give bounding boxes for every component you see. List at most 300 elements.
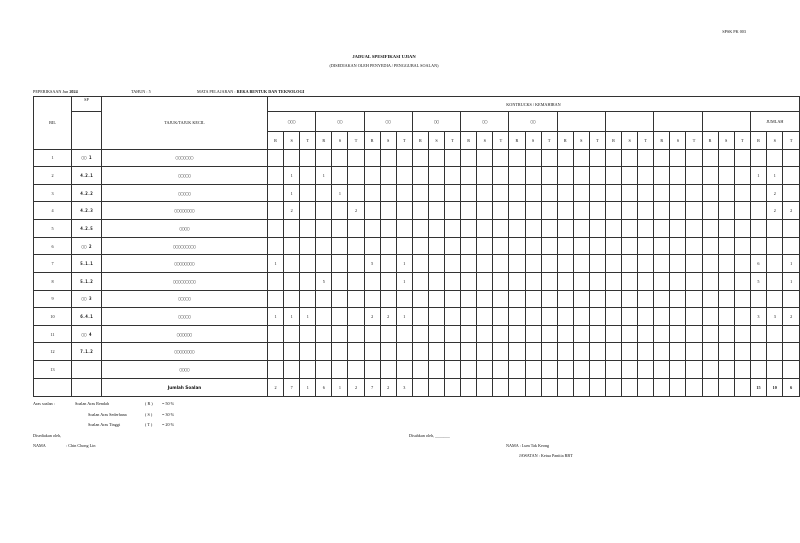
table-row — [34, 325, 800, 343]
row-cell — [702, 343, 718, 361]
row-cell — [428, 290, 444, 308]
row-cell — [332, 202, 348, 220]
aras-pct: = 30 % — [162, 411, 175, 417]
row-cell — [412, 272, 428, 290]
spec-table — [33, 96, 800, 397]
row-cell — [284, 272, 300, 290]
total-label: Jumlah Soalan — [102, 378, 268, 396]
row-cell — [268, 220, 284, 238]
row-cell — [509, 290, 525, 308]
row-cell — [332, 167, 348, 185]
row-cell — [348, 360, 364, 378]
row-cell — [316, 360, 332, 378]
row-cell: 1 — [284, 167, 300, 185]
sub-level-header: T — [396, 132, 412, 149]
row-jumlah — [767, 272, 783, 290]
sub-level-header: R — [654, 132, 670, 149]
row-cell — [670, 202, 686, 220]
table-row — [34, 308, 800, 326]
construct-header — [605, 112, 653, 132]
row-cell — [686, 308, 702, 326]
row-cell — [461, 343, 477, 361]
row-cell — [461, 308, 477, 326]
row-cell — [380, 343, 396, 361]
row-cell — [268, 272, 284, 290]
row-cell — [718, 167, 734, 185]
row-cell — [284, 290, 300, 308]
row-cell — [686, 360, 702, 378]
row-cell — [461, 237, 477, 255]
sub-level-header: T — [783, 132, 800, 149]
row-cell — [332, 255, 348, 273]
row-sp: 4.2.5 — [72, 220, 102, 238]
row-cell — [670, 255, 686, 273]
table-row — [34, 343, 800, 361]
row-cell — [589, 167, 605, 185]
row-cell — [525, 343, 541, 361]
page-subtitle: (DISEDIAKAN OLEH PENYEDIA / PENGGUBAL SOALAN) — [329, 63, 439, 68]
row-cell — [702, 167, 718, 185]
total-cell — [461, 378, 477, 396]
row-cell — [428, 272, 444, 290]
row-cell — [445, 149, 461, 167]
row-cell — [445, 184, 461, 202]
row-cell: 1 — [284, 184, 300, 202]
row-cell — [300, 220, 316, 238]
row-cell — [493, 202, 509, 220]
row-cell — [332, 237, 348, 255]
row-cell — [445, 343, 461, 361]
row-jumlah — [783, 184, 800, 202]
row-cell — [638, 167, 654, 185]
total-jumlah: 10 — [767, 378, 783, 396]
subject-value: REKA BENTUK DAN TEKNOLOGI — [236, 89, 305, 94]
row-cell — [332, 343, 348, 361]
row-cell — [348, 325, 364, 343]
row-cell — [445, 237, 461, 255]
row-tajuk: ▢▢▢▢▢ — [102, 167, 268, 185]
row-cell — [461, 325, 477, 343]
row-cell — [734, 220, 750, 238]
row-jumlah — [783, 325, 800, 343]
row-cell — [638, 325, 654, 343]
row-cell — [638, 343, 654, 361]
row-cell — [284, 360, 300, 378]
aras-pct: = 20 % — [162, 422, 175, 427]
row-cell — [396, 167, 412, 185]
row-cell — [445, 202, 461, 220]
peperiksaan-label: PEPERIKSAAN — [33, 89, 62, 94]
row-sp: ▢▢ 2 — [72, 237, 102, 255]
aras-name: Soalan Aras Rendah — [75, 401, 109, 406]
row-cell — [428, 184, 444, 202]
row-cell — [364, 360, 380, 378]
row-cell — [461, 220, 477, 238]
row-jumlah: 2 — [783, 202, 800, 220]
row-cell — [734, 237, 750, 255]
row-tajuk: ▢▢▢▢▢▢▢▢ — [102, 343, 268, 361]
row-cell — [589, 184, 605, 202]
sub-level-header: T — [734, 132, 750, 149]
row-jumlah — [750, 237, 766, 255]
sub-level-header: T — [686, 132, 702, 149]
row-cell — [332, 220, 348, 238]
row-cell: 1 — [396, 308, 412, 326]
row-cell — [589, 272, 605, 290]
total-cell — [428, 378, 444, 396]
row-cell — [509, 308, 525, 326]
row-cell — [412, 202, 428, 220]
row-cell — [589, 202, 605, 220]
row-cell — [589, 325, 605, 343]
row-cell — [702, 255, 718, 273]
row-cell — [734, 272, 750, 290]
sub-level-header: R — [750, 132, 766, 149]
row-cell — [638, 149, 654, 167]
row-cell: 2 — [284, 202, 300, 220]
row-cell — [284, 220, 300, 238]
row-cell — [702, 220, 718, 238]
row-cell — [622, 220, 638, 238]
prepared-by-label: Disediakan oleh, — [33, 433, 62, 438]
row-cell — [428, 308, 444, 326]
row-cell — [573, 272, 589, 290]
row-cell — [541, 149, 557, 167]
sub-level-header: T — [541, 132, 557, 149]
row-cell — [525, 220, 541, 238]
row-cell — [541, 290, 557, 308]
row-cell — [300, 343, 316, 361]
row-cell — [573, 290, 589, 308]
row-jumlah — [750, 202, 766, 220]
row-cell — [300, 290, 316, 308]
row-jumlah — [783, 220, 800, 238]
construct-header: ▢▢ — [509, 112, 557, 132]
row-tajuk: ▢▢▢▢▢▢▢▢▢ — [102, 272, 268, 290]
table-row — [34, 360, 800, 378]
row-cell — [557, 308, 573, 326]
row-cell — [461, 149, 477, 167]
row-cell — [573, 325, 589, 343]
row-cell — [396, 343, 412, 361]
checked-label: Disahkan oleh, — [409, 433, 435, 438]
row-cell — [734, 255, 750, 273]
total-cell: 7 — [284, 378, 300, 396]
row-cell — [332, 308, 348, 326]
row-cell — [605, 343, 621, 361]
row-cell — [412, 237, 428, 255]
checked-jawatan: JAWATAN : Ketua Panitia RBT — [519, 453, 573, 458]
row-cell — [702, 290, 718, 308]
row-cell — [702, 149, 718, 167]
total-cell — [541, 378, 557, 396]
row-cell — [718, 343, 734, 361]
table-row — [34, 167, 800, 185]
row-cell — [557, 237, 573, 255]
sub-level-header: R — [605, 132, 621, 149]
row-cell — [702, 184, 718, 202]
row-cell — [718, 308, 734, 326]
row-cell — [718, 220, 734, 238]
row-cell — [589, 220, 605, 238]
row-cell — [364, 325, 380, 343]
row-cell — [525, 149, 541, 167]
row-cell — [477, 184, 493, 202]
row-cell — [268, 360, 284, 378]
sub-level-header: T — [493, 132, 509, 149]
row-cell — [702, 272, 718, 290]
row-cell — [412, 343, 428, 361]
row-jumlah: 3 — [750, 308, 766, 326]
total-cell — [654, 378, 670, 396]
row-cell — [316, 202, 332, 220]
row-sp: 4.2.3 — [72, 202, 102, 220]
row-cell — [654, 167, 670, 185]
row-cell — [493, 360, 509, 378]
row-jumlah: 2 — [767, 184, 783, 202]
row-cell — [734, 167, 750, 185]
row-tajuk: ▢▢▢▢▢▢▢▢ — [102, 202, 268, 220]
aras-code: ( T ) — [145, 422, 153, 427]
row-cell — [316, 237, 332, 255]
row-cell — [541, 184, 557, 202]
row-jumlah: 6 — [750, 255, 766, 273]
row-cell — [445, 290, 461, 308]
row-bil: 13 — [34, 360, 72, 378]
row-cell — [702, 237, 718, 255]
checked-signature-line: _______ — [435, 433, 450, 438]
row-cell — [380, 220, 396, 238]
row-jumlah — [750, 290, 766, 308]
row-cell — [605, 202, 621, 220]
sub-level-header: T — [638, 132, 654, 149]
sub-level-header: R — [364, 132, 380, 149]
row-cell — [589, 343, 605, 361]
row-tajuk: ▢▢▢▢▢ — [102, 308, 268, 326]
total-cell — [412, 378, 428, 396]
table-row — [34, 220, 800, 238]
row-cell — [605, 308, 621, 326]
row-cell — [477, 202, 493, 220]
row-cell — [445, 272, 461, 290]
row-sp: ▢▢ 4 — [72, 325, 102, 343]
total-cell — [573, 378, 589, 396]
total-cell: 1 — [332, 378, 348, 396]
table-row — [34, 255, 800, 273]
row-jumlah: 1 — [767, 167, 783, 185]
row-cell — [477, 290, 493, 308]
row-cell — [268, 167, 284, 185]
row-cell — [332, 272, 348, 290]
row-bil: 2 — [34, 167, 72, 185]
row-cell — [670, 325, 686, 343]
row-cell — [428, 360, 444, 378]
row-cell — [525, 272, 541, 290]
row-cell — [300, 360, 316, 378]
row-cell — [557, 202, 573, 220]
row-cell — [445, 360, 461, 378]
jumlah-header: JUMLAH — [750, 112, 799, 132]
row-cell — [445, 220, 461, 238]
row-cell — [300, 167, 316, 185]
row-cell — [428, 167, 444, 185]
row-cell — [380, 325, 396, 343]
row-sp: 4.2.1 — [72, 167, 102, 185]
row-cell — [734, 360, 750, 378]
row-jumlah — [783, 290, 800, 308]
row-cell — [348, 220, 364, 238]
row-sp: ▢▢ 3 — [72, 290, 102, 308]
total-cell — [686, 378, 702, 396]
row-cell — [380, 167, 396, 185]
table-row — [34, 272, 800, 290]
row-cell — [509, 237, 525, 255]
row-cell — [300, 272, 316, 290]
total-cell: 6 — [316, 378, 332, 396]
row-cell — [541, 220, 557, 238]
row-jumlah — [750, 184, 766, 202]
row-cell — [718, 149, 734, 167]
row-cell — [493, 272, 509, 290]
row-cell — [348, 184, 364, 202]
checked-name: NAMA : Lum Tak Keong — [506, 443, 550, 448]
header-row-1 — [34, 97, 800, 112]
table-row — [34, 237, 800, 255]
row-cell — [493, 255, 509, 273]
row-cell — [541, 308, 557, 326]
construct-header: ▢▢ — [316, 112, 364, 132]
row-jumlah: 1 — [750, 167, 766, 185]
row-cell — [734, 308, 750, 326]
total-cell — [557, 378, 573, 396]
row-cell: 1 — [316, 167, 332, 185]
row-cell — [493, 167, 509, 185]
total-row — [34, 378, 800, 396]
sub-level-header: S — [670, 132, 686, 149]
row-jumlah — [750, 343, 766, 361]
sub-level-header: R — [412, 132, 428, 149]
row-cell — [686, 167, 702, 185]
total-cell — [734, 378, 750, 396]
row-cell — [670, 184, 686, 202]
row-cell — [332, 290, 348, 308]
row-jumlah: 2 — [767, 202, 783, 220]
row-jumlah — [767, 325, 783, 343]
row-cell — [300, 325, 316, 343]
total-cell — [509, 378, 525, 396]
row-cell — [654, 220, 670, 238]
row-cell — [412, 149, 428, 167]
row-cell — [622, 167, 638, 185]
row-cell — [702, 360, 718, 378]
row-cell — [589, 290, 605, 308]
row-cell — [284, 325, 300, 343]
row-cell — [428, 237, 444, 255]
construct-header: ▢▢▢ — [268, 112, 316, 132]
row-jumlah — [783, 149, 800, 167]
row-sp: 6.4.1 — [72, 308, 102, 326]
construct-header: ▢▢ — [412, 112, 460, 132]
row-jumlah — [767, 290, 783, 308]
row-tajuk: ▢▢▢▢▢▢▢▢ — [102, 255, 268, 273]
total-jumlah: 6 — [783, 378, 800, 396]
row-cell — [493, 290, 509, 308]
row-cell — [638, 202, 654, 220]
table-row — [34, 202, 800, 220]
row-jumlah — [783, 343, 800, 361]
row-cell — [557, 255, 573, 273]
row-cell — [654, 272, 670, 290]
row-cell — [686, 272, 702, 290]
row-cell — [541, 343, 557, 361]
row-cell — [589, 149, 605, 167]
row-cell — [380, 237, 396, 255]
row-cell — [589, 255, 605, 273]
row-jumlah — [750, 360, 766, 378]
row-cell — [670, 272, 686, 290]
row-cell — [316, 325, 332, 343]
row-cell — [573, 343, 589, 361]
row-cell — [300, 237, 316, 255]
row-cell — [573, 237, 589, 255]
row-cell — [638, 237, 654, 255]
row-cell — [638, 290, 654, 308]
sub-level-header: R — [316, 132, 332, 149]
total-bil — [34, 378, 72, 396]
sub-level-header: S — [284, 132, 300, 149]
row-cell — [364, 290, 380, 308]
row-cell — [654, 202, 670, 220]
row-cell — [509, 343, 525, 361]
sub-level-header: R — [268, 132, 284, 149]
row-cell — [638, 184, 654, 202]
row-cell — [348, 255, 364, 273]
row-cell — [477, 255, 493, 273]
row-cell — [461, 290, 477, 308]
row-cell — [589, 237, 605, 255]
row-cell — [718, 290, 734, 308]
construct-header: ▢▢ — [461, 112, 509, 132]
row-cell: 2 — [380, 308, 396, 326]
row-cell — [493, 149, 509, 167]
construct-header — [702, 112, 750, 132]
row-cell — [380, 290, 396, 308]
row-cell — [557, 272, 573, 290]
sub-level-header: S — [525, 132, 541, 149]
row-cell — [670, 167, 686, 185]
row-jumlah — [767, 149, 783, 167]
row-jumlah — [767, 220, 783, 238]
total-cell: 7 — [364, 378, 380, 396]
aras-name: Soalan Aras Tinggi — [88, 422, 121, 427]
table-row — [34, 290, 800, 308]
sub-level-header: S — [573, 132, 589, 149]
row-cell — [734, 290, 750, 308]
sub-level-header: R — [702, 132, 718, 149]
row-cell — [605, 237, 621, 255]
sub-level-header: R — [509, 132, 525, 149]
row-cell: 1 — [268, 308, 284, 326]
row-cell — [380, 272, 396, 290]
total-cell — [477, 378, 493, 396]
row-tajuk: ▢▢▢▢▢ — [102, 184, 268, 202]
row-cell — [622, 202, 638, 220]
row-jumlah: 1 — [783, 272, 800, 290]
total-cell: 3 — [396, 378, 412, 396]
row-cell — [380, 184, 396, 202]
row-jumlah — [783, 237, 800, 255]
row-cell — [316, 290, 332, 308]
